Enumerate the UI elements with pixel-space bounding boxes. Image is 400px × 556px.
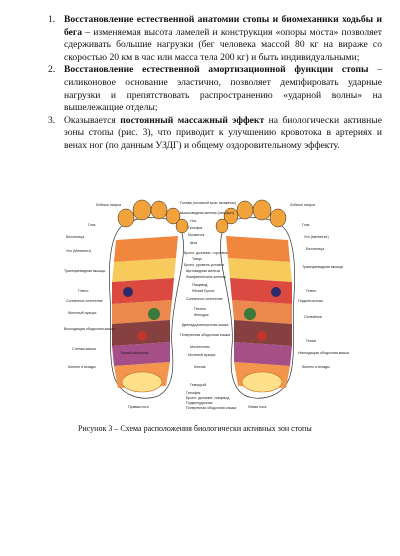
center-label: Лёгкий Бронх — [192, 289, 215, 293]
heel-zone — [242, 372, 282, 392]
center-label: Желудок — [194, 313, 209, 317]
left-label: Слепая кишка — [72, 347, 96, 351]
center-label: Бронх, уровень условно — [184, 263, 225, 267]
list-number: 3. — [48, 114, 56, 126]
toe — [151, 201, 167, 219]
zone — [112, 258, 176, 282]
center-label: Пищевод — [192, 283, 208, 287]
zone — [112, 300, 172, 324]
zone-dot — [244, 308, 256, 320]
toe — [270, 209, 286, 227]
center-label: Тонкий кишечник — [120, 351, 149, 355]
center-label: Копчик — [194, 365, 206, 369]
zone-dot — [123, 287, 133, 297]
list-item-pre: Оказывается — [64, 114, 121, 126]
list-number: 1. — [48, 14, 56, 25]
list-item — [48, 64, 382, 114]
right-label: Трапециевидная мышца — [302, 265, 343, 269]
center-label: Геморрой — [190, 383, 207, 387]
center-label: Солнечное сплетение — [186, 297, 223, 301]
list-item-text: на биологически активные зоны стопы (рис. 3), что приводит к улучшению кровотока в артериях и венах ног (по данным УЗДГ) и общему оздоровительному эффекту — [64, 114, 382, 151]
heel-zone — [122, 372, 162, 392]
list-item-text: – изменяемая высота ламелей и конструкция «опоры моста» позволяет сдерживать большие нагрузки (бег человека массой 80 кг на вираже со скоростью 20 км в час или масса тела 200 кг) и быть индивидуальными; — [64, 26, 382, 63]
right-label: Подключичная — [298, 299, 323, 303]
zone-dot — [148, 308, 160, 320]
zone — [112, 278, 174, 304]
right-labels — [290, 203, 349, 369]
zone-dot — [271, 287, 281, 297]
list-item — [48, 114, 382, 153]
left-foot — [216, 200, 295, 398]
list-item-bold: Восстановление естественной анатомии стопы и биомеханики ходьбы и бега — [64, 14, 382, 38]
toe — [133, 200, 151, 220]
figure-caption: Рисунок 3 – Схема расположения биологически активных зон стопы — [78, 424, 312, 433]
right-label: Плечо — [306, 289, 317, 293]
list-item-bold: постоянный массажный эффект — [120, 114, 265, 126]
center-label: Нос — [190, 219, 197, 223]
right-label: Почки — [306, 339, 316, 343]
left-label: Колено и втазды — [68, 365, 96, 369]
center-label: Поперечная ободочная кишка — [180, 333, 231, 337]
toe — [176, 219, 188, 233]
center-label: Мочеточник — [190, 345, 210, 349]
left-label: Восходящая ободочная кишка — [64, 327, 115, 331]
center-label: Гипофиз — [186, 391, 201, 395]
center-label: Голова (головной мозг, мозжечок) — [180, 201, 236, 205]
center-label: Двенадцатиперстная кишка — [182, 323, 229, 327]
toe — [118, 209, 134, 227]
center-label: Шишковидная железа (гипофиз) — [180, 211, 234, 215]
left-label: Бесонница — [66, 235, 85, 239]
zone — [232, 300, 292, 324]
center-label: Тимус — [192, 257, 203, 261]
list-item-bold: Восстановление естественной амортизационной функции стопы — [64, 64, 369, 76]
list-item-tail: . — [337, 139, 340, 151]
right-foot-caption: Правая нога — [128, 405, 149, 409]
left-foot-caption: Левая нога — [248, 405, 267, 409]
numbered-list — [48, 14, 382, 153]
right-label: Глаз — [302, 223, 310, 227]
zone — [226, 236, 290, 262]
center-label: Шея — [190, 241, 198, 245]
right-label: Нисходящая ободочная кишка — [298, 351, 349, 355]
right-foot — [109, 200, 188, 398]
zone — [114, 236, 178, 262]
center-label: Мочевой пузырь — [188, 353, 216, 357]
center-label: Гипофиз — [188, 226, 203, 230]
center-label: Поперечная ободочная кишка — [186, 406, 237, 410]
left-label: Желчный пузырь — [68, 311, 97, 315]
toe — [216, 219, 228, 233]
left-label: Глаз — [88, 223, 96, 227]
toe — [237, 201, 253, 219]
center-label: Мозжечок — [188, 233, 205, 237]
zone — [228, 258, 292, 282]
center-label: Поджелудочная — [186, 401, 213, 405]
list-number: 2. — [48, 64, 56, 76]
center-label: Печень — [194, 307, 207, 311]
list-item — [48, 14, 382, 64]
right-label: Лобные пазухи — [290, 203, 316, 207]
left-label: Солнечное сплетение — [66, 299, 103, 303]
right-label: Ухо (менингит) — [304, 235, 329, 239]
right-label: Селезёнка — [304, 315, 322, 319]
left-label: Лобные пазухи — [96, 203, 122, 207]
right-label: Бесонница — [306, 247, 325, 251]
right-label: Колено и втазды — [302, 365, 330, 369]
zone — [234, 342, 292, 366]
list-item-text: – силиконовое основание эластично, позволяет демпфировать ударные нагрузки и препятствовать распространению «ударной волны» на вышележащие отделы; — [64, 64, 382, 114]
toe — [253, 200, 271, 220]
center-label: Щитовидная железа — [186, 269, 220, 273]
center-label: Бронх, дыхание, горловое — [184, 251, 228, 255]
left-label: Трапециевидная мышца — [64, 269, 105, 273]
zone-dot — [137, 331, 147, 341]
left-label: Ухо (Менингит) — [66, 249, 92, 253]
zone-dot — [257, 331, 267, 341]
center-label: Бронх, дыхание, пищевод — [186, 396, 230, 400]
zone — [230, 278, 292, 304]
foot-reflexology-diagram — [62, 196, 349, 414]
left-label: Плечо — [78, 289, 89, 293]
center-label: Лимфатические железы — [186, 275, 227, 279]
